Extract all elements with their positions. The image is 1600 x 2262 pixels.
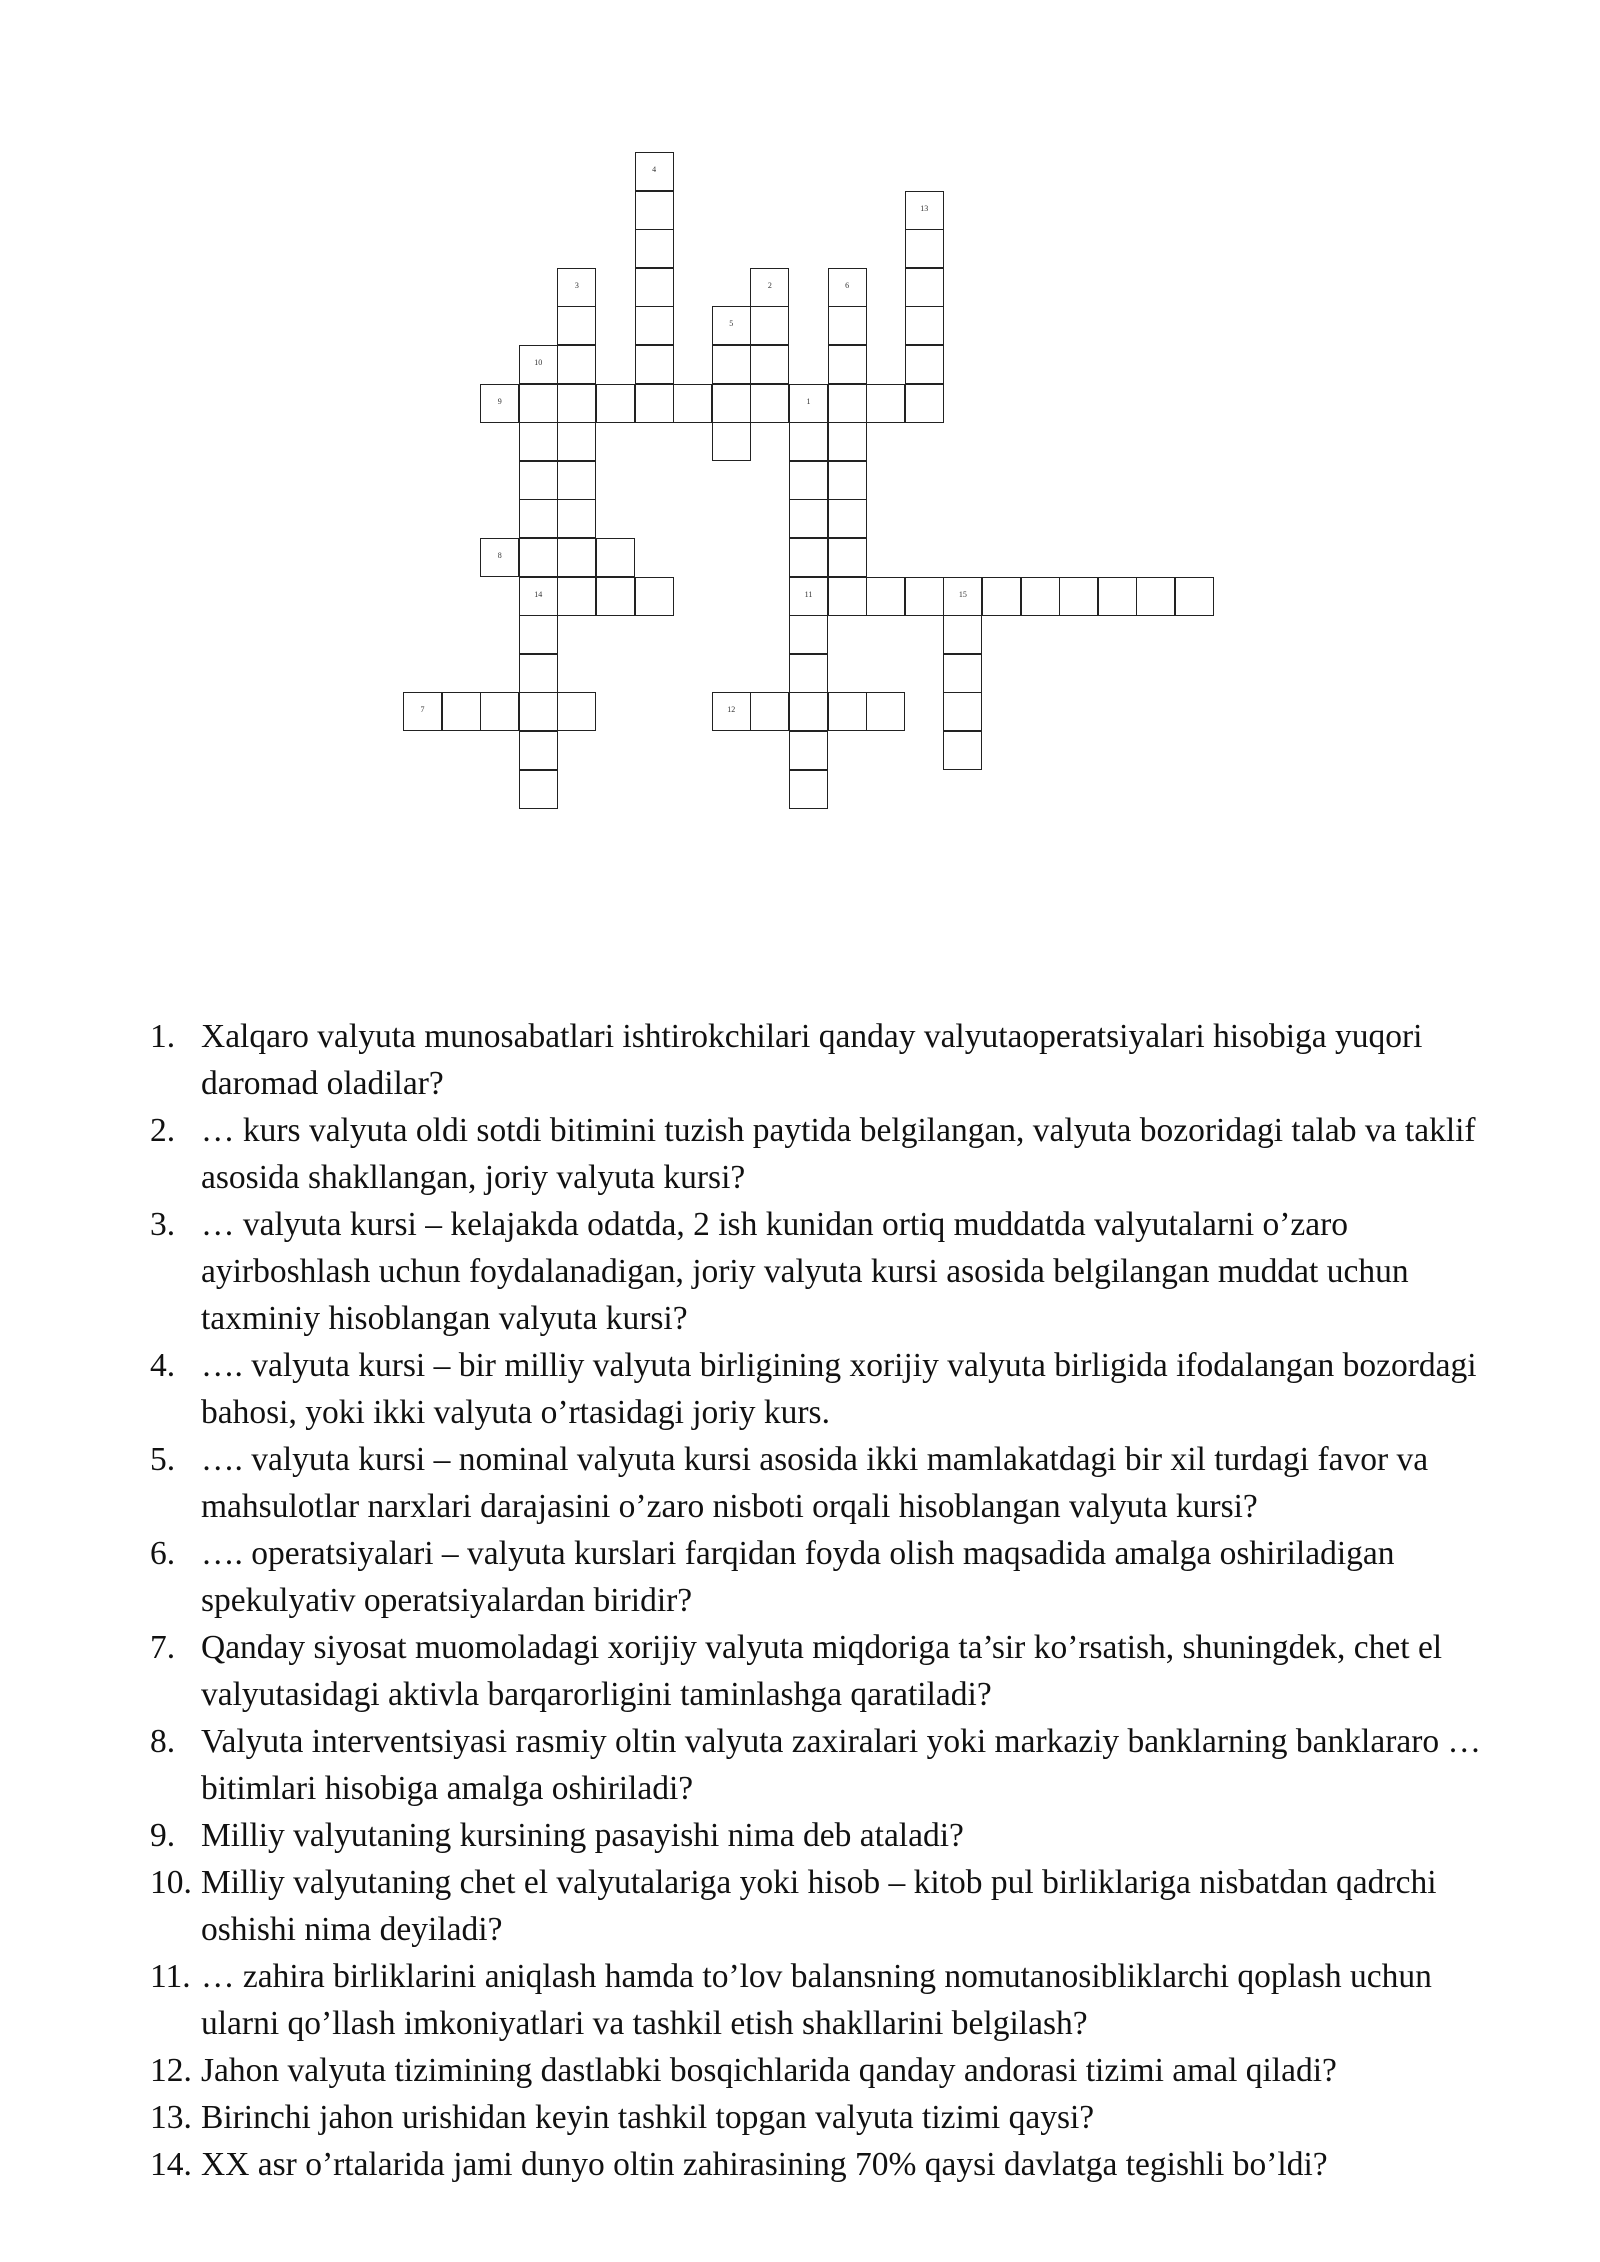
clue-number: 8. bbox=[150, 1723, 176, 1760]
crossword-cell[interactable] bbox=[866, 692, 905, 731]
clue-text: XX asr o’rtalarida jami dunyo oltin zahirasining 70% qaysi davlatga tegishli bo’ldi? bbox=[201, 2146, 1328, 2183]
clue-text: …. valyuta kursi – nominal valyuta kursi asosida ikki mamlakatdagi bir xil turdagi favor va mahsulotlar narxlari darajasini o’zaro nisboti orqali hisoblangan valyuta kursi? bbox=[201, 1441, 1429, 1525]
clue-number: 2. bbox=[150, 1112, 176, 1149]
cell-number: 7 bbox=[420, 705, 425, 715]
clue-number: 5. bbox=[150, 1441, 176, 1478]
clue-number: 4. bbox=[150, 1347, 176, 1384]
crossword-cell[interactable] bbox=[943, 615, 982, 654]
crossword-cell[interactable] bbox=[905, 384, 944, 423]
crossword-cell[interactable] bbox=[828, 538, 867, 577]
crossword-cell[interactable] bbox=[519, 499, 558, 538]
crossword-cell[interactable] bbox=[750, 345, 789, 384]
clue-list bbox=[150, 1013, 1510, 2188]
crossword-cell[interactable] bbox=[635, 577, 674, 616]
cell-number: 9 bbox=[497, 396, 502, 406]
crossword-cell[interactable] bbox=[789, 692, 828, 731]
crossword-cell[interactable] bbox=[480, 692, 519, 731]
crossword-cell[interactable] bbox=[557, 306, 596, 345]
clue-item bbox=[150, 2047, 1510, 2094]
crossword-cell[interactable] bbox=[712, 345, 751, 384]
crossword-cell[interactable] bbox=[557, 499, 596, 538]
crossword-cell[interactable] bbox=[789, 422, 828, 461]
crossword-cell[interactable] bbox=[480, 538, 519, 577]
crossword-cell[interactable] bbox=[557, 268, 596, 307]
crossword-cell[interactable] bbox=[635, 268, 674, 307]
cell-number: 3 bbox=[574, 280, 579, 290]
clue-item bbox=[150, 2141, 1510, 2188]
crossword-cell[interactable] bbox=[557, 692, 596, 731]
crossword-cell[interactable] bbox=[789, 461, 828, 500]
crossword-cell[interactable] bbox=[557, 577, 596, 616]
crossword-cell[interactable] bbox=[828, 422, 867, 461]
crossword-cell[interactable] bbox=[982, 577, 1021, 616]
crossword-cell[interactable] bbox=[1021, 577, 1060, 616]
crossword-cell[interactable] bbox=[828, 384, 867, 423]
crossword-cell[interactable] bbox=[750, 692, 789, 731]
crossword-cell[interactable] bbox=[789, 538, 828, 577]
crossword-cell[interactable] bbox=[789, 577, 828, 616]
clue-number: 14. bbox=[150, 2146, 192, 2183]
crossword-cell[interactable] bbox=[519, 615, 558, 654]
clue-number: 1. bbox=[150, 1018, 176, 1055]
clue-text: …. valyuta kursi – bir milliy valyuta birligining xorijiy valyuta birligida ifodalangan bozordagi bahosi, yoki ikki valyuta o’rtasidagi joriy kurs. bbox=[201, 1347, 1477, 1431]
crossword-cell[interactable] bbox=[905, 268, 944, 307]
crossword-cell[interactable] bbox=[519, 731, 558, 770]
crossword-cell[interactable] bbox=[828, 577, 867, 616]
crossword-cell[interactable] bbox=[519, 384, 558, 423]
clue-text: Milliy valyutaning chet el valyutalariga yoki hisob – kitob pul birliklariga nisbatdan qadrchi oshishi nima deyiladi? bbox=[201, 1864, 1437, 1948]
crossword-cell[interactable] bbox=[480, 384, 519, 423]
crossword-cell[interactable] bbox=[635, 229, 674, 268]
crossword-cell[interactable] bbox=[943, 692, 982, 731]
clue-item bbox=[150, 1859, 1510, 1953]
cell-number: 15 bbox=[958, 589, 967, 599]
clue-item bbox=[150, 1013, 1510, 1107]
clue-number: 13. bbox=[150, 2099, 192, 2136]
crossword-cell[interactable] bbox=[635, 191, 674, 230]
clue-text: Valyuta interventsiyasi rasmiy oltin valyuta zaxiralari yoki markaziy banklarning banklararo … bitimlari hisobiga amalga oshiriladi? bbox=[201, 1723, 1482, 1807]
crossword-cell[interactable] bbox=[828, 692, 867, 731]
crossword-cell[interactable] bbox=[712, 306, 751, 345]
crossword-cell[interactable] bbox=[1098, 577, 1137, 616]
crossword-cell[interactable] bbox=[673, 384, 712, 423]
crossword-cell[interactable] bbox=[712, 692, 751, 731]
crossword-cell[interactable] bbox=[442, 692, 481, 731]
cell-number: 4 bbox=[652, 165, 657, 174]
crossword-cell[interactable] bbox=[712, 422, 751, 461]
crossword-cell[interactable] bbox=[1059, 577, 1098, 616]
crossword-cell[interactable] bbox=[519, 692, 558, 731]
clue-text: … zahira birliklarini aniqlash hamda to’lov balansning nomutanosibliklarchi qoplash uchun ularni qo’llash imkoniyatlari va tashkil etish shakllarini belgilash? bbox=[201, 1958, 1432, 2042]
crossword-cell[interactable] bbox=[828, 306, 867, 345]
crossword-cell[interactable] bbox=[905, 345, 944, 384]
clue-number: 10. bbox=[150, 1864, 192, 1901]
clue-text: …. operatsiyalari – valyuta kurslari farqidan foyda olish maqsadida amalga oshiriladigan spekulyativ operatsiyalardan biridir? bbox=[201, 1535, 1395, 1619]
clue-item bbox=[150, 1201, 1510, 1342]
clue-text: Birinchi jahon urishidan keyin tashkil topgan valyuta tizimi qaysi? bbox=[201, 2099, 1095, 2136]
crossword-cell[interactable] bbox=[943, 731, 982, 770]
crossword-cell[interactable] bbox=[789, 615, 828, 654]
crossword-cell[interactable] bbox=[905, 229, 944, 268]
clue-item bbox=[150, 1624, 1510, 1718]
clue-number: 7. bbox=[150, 1629, 176, 1666]
clue-item bbox=[150, 1718, 1510, 1812]
cell-number: 1 bbox=[806, 396, 811, 406]
clue-text: … kurs valyuta oldi sotdi bitimini tuzish paytida belgilangan, valyuta bozoridagi talab va taklif asosida shakllangan, joriy valyuta kursi? bbox=[201, 1112, 1476, 1196]
clue-item bbox=[150, 1953, 1510, 2047]
crossword-cell[interactable] bbox=[750, 384, 789, 423]
crossword-cell[interactable] bbox=[905, 577, 944, 616]
crossword-cell[interactable] bbox=[750, 268, 789, 307]
crossword-cell[interactable] bbox=[519, 538, 558, 577]
cell-number: 2 bbox=[767, 280, 772, 290]
clue-number: 11. bbox=[150, 1958, 191, 1995]
cell-number: 6 bbox=[845, 280, 850, 290]
cell-number: 10 bbox=[534, 358, 543, 367]
crossword-cell[interactable] bbox=[789, 654, 828, 693]
crossword-cell[interactable] bbox=[596, 384, 635, 423]
crossword-cell[interactable] bbox=[557, 384, 596, 423]
crossword-cell[interactable] bbox=[635, 345, 674, 384]
crossword-cell[interactable] bbox=[789, 731, 828, 770]
cell-number: 12 bbox=[727, 705, 736, 715]
crossword-cell[interactable] bbox=[635, 152, 674, 191]
crossword-cell[interactable] bbox=[635, 306, 674, 345]
crossword-cell[interactable] bbox=[596, 538, 635, 577]
crossword-cell[interactable] bbox=[635, 384, 674, 423]
clue-item bbox=[150, 1436, 1510, 1530]
crossword-cell[interactable] bbox=[905, 191, 944, 230]
crossword-cell[interactable] bbox=[789, 770, 828, 809]
crossword-cell[interactable] bbox=[1136, 577, 1175, 616]
clue-number: 3. bbox=[150, 1206, 176, 1243]
crossword-cell[interactable] bbox=[596, 577, 635, 616]
crossword-cell[interactable] bbox=[557, 461, 596, 500]
clue-text: Jahon valyuta tizimining dastlabki bosqichlarida qanday andorasi tizimi amal qiladi? bbox=[201, 2052, 1337, 2089]
crossword-grid bbox=[0, 0, 1600, 1000]
crossword-cell[interactable] bbox=[828, 345, 867, 384]
crossword-cell[interactable] bbox=[519, 345, 558, 384]
clue-number: 12. bbox=[150, 2052, 192, 2089]
crossword-cell[interactable] bbox=[828, 461, 867, 500]
crossword-cell[interactable] bbox=[557, 538, 596, 577]
crossword-cell[interactable] bbox=[519, 461, 558, 500]
clue-item bbox=[150, 1812, 1510, 1859]
cell-number: 14 bbox=[534, 589, 543, 599]
crossword-cell[interactable] bbox=[519, 422, 558, 461]
crossword-cell[interactable] bbox=[943, 654, 982, 693]
clue-item bbox=[150, 2094, 1510, 2141]
clue-item bbox=[150, 1530, 1510, 1624]
crossword-cell[interactable] bbox=[789, 384, 828, 423]
clue-text: Qanday siyosat muomoladagi xorijiy valyuta miqdoriga ta’sir ko’rsatish, shuningdek, chet el valyutasidagi aktivla barqarorligini taminlashga qaratiladi? bbox=[201, 1629, 1443, 1713]
crossword-cell[interactable] bbox=[828, 499, 867, 538]
crossword-cell[interactable] bbox=[519, 654, 558, 693]
clue-text: Xalqaro valyuta munosabatlari ishtirokchilari qanday valyutaoperatsiyalari hisobiga yuqori daromad oladilar? bbox=[201, 1018, 1423, 1102]
crossword-cell[interactable] bbox=[519, 770, 558, 809]
crossword-cell[interactable] bbox=[789, 499, 828, 538]
crossword-cell[interactable] bbox=[943, 577, 982, 616]
clue-text: … valyuta kursi – kelajakda odatda, 2 ish kunidan ortiq muddatda valyutalarni o’zaro ayirboshlash uchun foydalanadigan, joriy valyuta kursi asosida belgilangan muddat uchun taxminiy hisoblangan valyuta kursi? bbox=[201, 1206, 1409, 1337]
clue-item bbox=[150, 1342, 1510, 1436]
crossword-cell[interactable] bbox=[712, 384, 751, 423]
clue-item bbox=[150, 1107, 1510, 1201]
crossword-cell[interactable] bbox=[557, 422, 596, 461]
crossword-cell[interactable] bbox=[866, 577, 905, 616]
crossword-cell[interactable] bbox=[750, 306, 789, 345]
cell-number: 5 bbox=[729, 319, 734, 329]
clue-number: 6. bbox=[150, 1535, 176, 1572]
crossword-cell[interactable] bbox=[1175, 577, 1214, 616]
clue-number: 9. bbox=[150, 1817, 176, 1854]
crossword-cell[interactable] bbox=[519, 577, 558, 616]
cell-number: 13 bbox=[920, 203, 929, 213]
crossword-cell[interactable] bbox=[866, 384, 905, 423]
clue-text: Milliy valyutaning kursining pasayishi nima deb ataladi? bbox=[201, 1817, 964, 1854]
cell-number: 11 bbox=[804, 589, 813, 599]
crossword-cell[interactable] bbox=[403, 692, 442, 731]
crossword-cell[interactable] bbox=[828, 268, 867, 307]
crossword-cell[interactable] bbox=[905, 306, 944, 345]
cell-number: 8 bbox=[497, 551, 502, 560]
crossword-cell[interactable] bbox=[557, 345, 596, 384]
